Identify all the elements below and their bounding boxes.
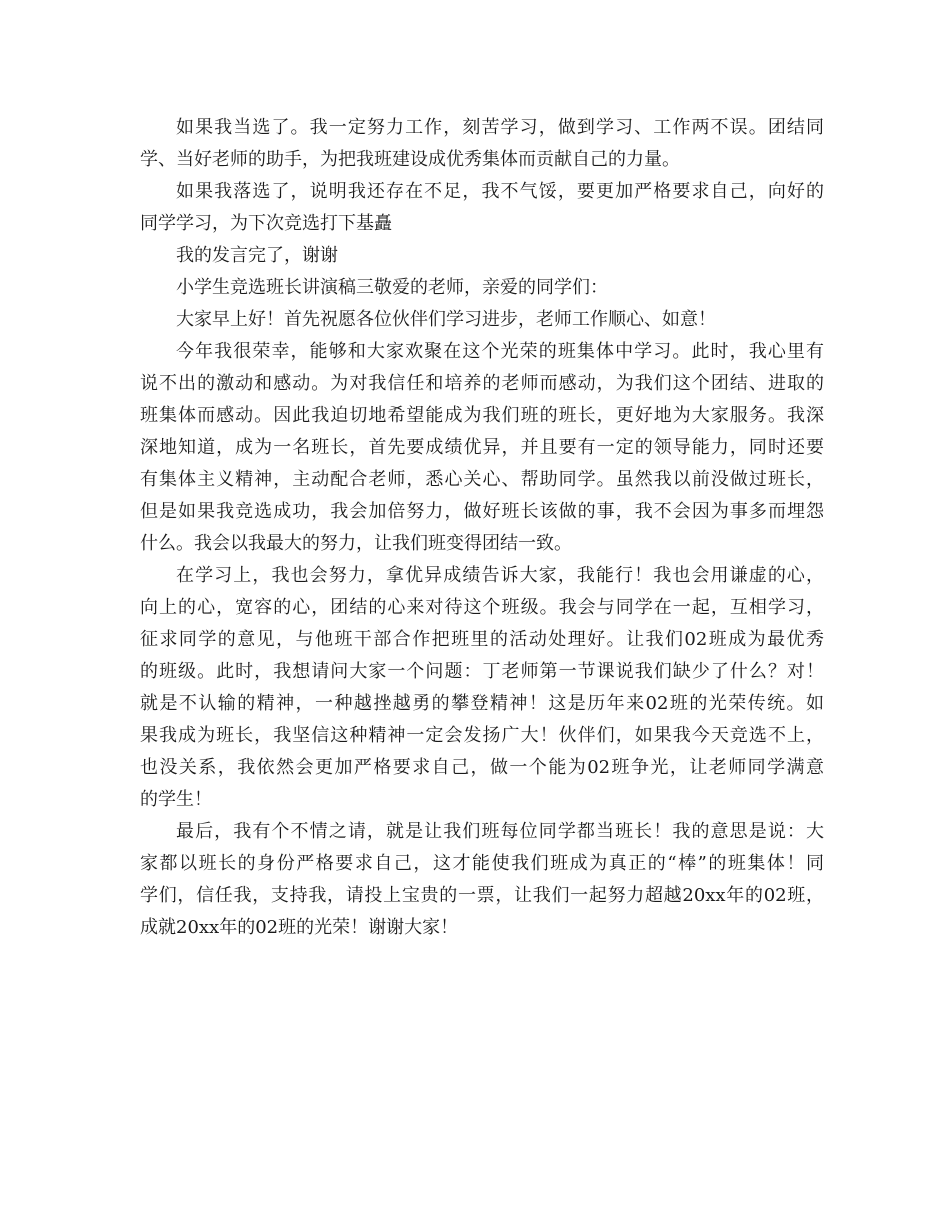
text-line: 向上的心，宽容的心，团结的心来对待这个班级。我会与同学在一起，互相学习， bbox=[140, 597, 824, 618]
text-line: 家都以班长的身份严格要求自己，这才能使我们班成为真正的“棒”的班集体！同 bbox=[140, 853, 824, 874]
text-line: 但是如果我竞选成功，我会加倍努力，做好班长该做的事，我不会因为事多而埋怨 bbox=[140, 501, 824, 522]
text-line: 今年我很荣幸，能够和大家欢聚在这个光荣的班集体中学习。此时，我心里有 bbox=[176, 341, 824, 362]
text-line: 也没关系，我依然会更加严格要求自己，做一个能为02班争光，让老师同学满意 bbox=[140, 757, 824, 778]
text-line: 征求同学的意见，与他班干部合作把班里的活动处理好。让我们02班成为最优秀 bbox=[140, 629, 824, 650]
text-line: 如果我落选了，说明我还存在不足，我不气馁，要更加严格要求自己，向好的 bbox=[176, 181, 824, 202]
text-line: 的班级。此时，我想请问大家一个问题：丁老师第一节课说我们缺少了什么？对！ bbox=[140, 661, 824, 682]
paragraph bbox=[140, 816, 824, 944]
text-line: 的学生！ bbox=[140, 789, 212, 810]
paragraph bbox=[140, 560, 824, 816]
text-line: 如果我当选了。我一定努力工作，刻苦学习，做到学习、工作两不误。团结同 bbox=[176, 117, 824, 138]
text-line: 小学生竞选班长讲演稿三敬爱的老师，亲爱的同学们： bbox=[176, 277, 608, 298]
text-line: 学们，信任我，支持我，请投上宝贵的一票，让我们一起努力超越20xx年的02班， bbox=[140, 885, 824, 906]
text-line: 就是不认输的精神，一种越挫越勇的攀登精神！这是历年来02班的光荣传统。如 bbox=[140, 693, 824, 714]
paragraph bbox=[140, 112, 824, 176]
paragraph bbox=[140, 272, 824, 304]
text-line: 班集体而感动。因此我迫切地希望能成为我们班的班长，更好地为大家服务。我深 bbox=[140, 405, 824, 426]
text-line: 学、当好老师的助手，为把我班建设成优秀集体而贡献自己的力量。 bbox=[140, 149, 680, 170]
document-body bbox=[140, 112, 824, 944]
text-line: 在学习上，我也会努力，拿优异成绩告诉大家，我能行！我也会用谦虚的心， bbox=[176, 565, 824, 586]
paragraph bbox=[140, 304, 824, 336]
text-line: 什么。我会以我最大的努力，让我们班变得团结一致。 bbox=[140, 533, 572, 554]
text-line: 成就20xx年的02班的光荣！谢谢大家！ bbox=[140, 917, 459, 938]
text-line: 同学学习，为下次竞选打下基矗 bbox=[140, 213, 392, 234]
text-line: 有集体主义精神，主动配合老师，悉心关心、帮助同学。虽然我以前没做过班长， bbox=[140, 469, 824, 490]
paragraph bbox=[140, 240, 824, 272]
text-line: 果我成为班长，我坚信这种精神一定会发扬广大！伙伴们，如果我今天竞选不上， bbox=[140, 725, 824, 746]
text-line: 深地知道，成为一名班长，首先要成绩优异，并且要有一定的领导能力，同时还要 bbox=[140, 437, 824, 458]
text-line: 说不出的激动和感动。为对我信任和培养的老师而感动，为我们这个团结、进取的 bbox=[140, 373, 824, 394]
paragraph bbox=[140, 336, 824, 560]
text-line: 我的发言完了，谢谢 bbox=[176, 245, 338, 266]
paragraph bbox=[140, 176, 824, 240]
text-line: 最后，我有个不情之请，就是让我们班每位同学都当班长！我的意思是说：大 bbox=[176, 821, 824, 842]
text-line: 大家早上好！首先祝愿各位伙伴们学习进步，老师工作顺心、如意！ bbox=[176, 309, 716, 330]
